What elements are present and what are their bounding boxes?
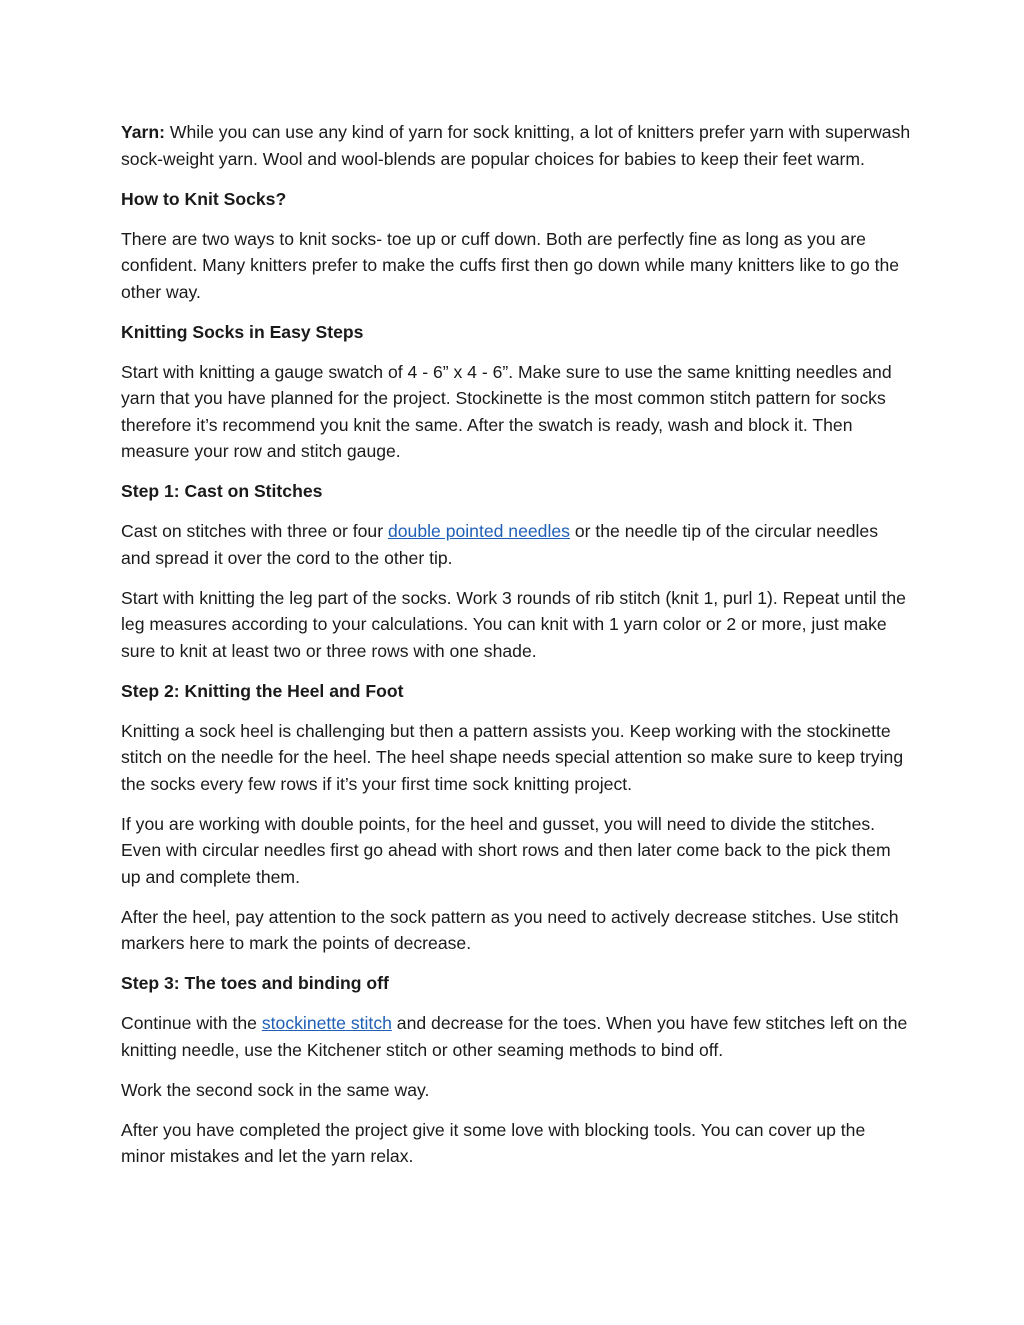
step2-heading: Step 2: Knitting the Heel and Foot — [121, 680, 404, 701]
step2-paragraph-3: After the heel, pay attention to the sock pattern as you need to actively decrease stitches. Use stitch markers here to mark the points of decrease. — [121, 906, 899, 953]
yarn-text: While you can use any kind of yarn for sock knitting, a lot of knitters prefer yarn with superwash sock-weight yarn. Wool and wool-blends are popular choices for babies to keep their feet warm. — [121, 122, 911, 169]
easy-steps-paragraph: Start with knitting a gauge swatch of 4 - 6” x 4 - 6”. Make sure to use the same knitting needles and yarn that you have planned for the project. Stockinette is the most common stitch pattern for socks therefore it’s recommend you knit the same. After the swatch is ready, wash and block it. Then measure your row and stitch gauge. — [121, 361, 892, 461]
step1-heading: Step 1: Cast on Stitches — [121, 481, 323, 501]
easy-steps-heading: Knitting Socks in Easy Steps — [121, 321, 364, 342]
stockinette-stitch-link[interactable]: stockinette stitch — [261, 1013, 392, 1033]
step1-p1-after: or the needle tip of the circular needles and spread it over the cord to the other tip. — [121, 521, 879, 568]
yarn-paragraph — [121, 119, 911, 172]
step2-paragraph-1: Knitting a sock heel is challenging but then a pattern assists you. Keep working with the stockinette stitch on the needle for the heel. The heel shape needs special attention so make sure to keep trying the socks every few rows if it’s your first time sock knitting project. — [121, 720, 904, 794]
yarn-label: Yarn: — [121, 122, 166, 142]
step1-p1-before: Cast on stitches with three or four — [121, 521, 388, 541]
how-to-paragraph: There are two ways to knit socks- toe up or cuff down. Both are perfectly fine as long as you are confident. Many knitters prefer to make the cuffs first then go down while many knitters like to go the other way. — [121, 228, 900, 302]
step1-paragraph-2: Start with knitting the leg part of the socks. Work 3 rounds of rib stitch (knit 1, purl 1). Repeat until the leg measures according to your calculations. You can knit with 1 yarn color or 2 or more, just make sure to knit at least two or three rows with one shade. — [121, 587, 906, 661]
how-to-heading: How to Knit Socks? — [121, 188, 287, 209]
step3-paragraph-1 — [121, 1010, 911, 1063]
step3-paragraph-2: Work the second sock in the same way. — [121, 1079, 430, 1100]
double-pointed-needles-link[interactable]: double pointed needles — [387, 521, 570, 541]
step2-paragraph-2: If you are working with double points, for the heel and gusset, you will need to divide the stitches. Even with circular needles first go ahead with short rows and then later come back to the pick them up and complete them. — [121, 813, 891, 887]
step3-p1-before: Continue with the — [121, 1013, 262, 1033]
step3-heading: Step 3: The toes and binding off — [121, 973, 389, 993]
step1-paragraph-1 — [121, 518, 911, 571]
step3-paragraph-3: After you have completed the project give it some love with blocking tools. You can cover up the minor mistakes and let the yarn relax. — [121, 1119, 866, 1166]
document-page — [121, 119, 911, 1183]
step3-p1-after: and decrease for the toes. When you have few stitches left on the knitting needle, use the Kitchener stitch or other seaming methods to bind off. — [121, 1013, 908, 1060]
